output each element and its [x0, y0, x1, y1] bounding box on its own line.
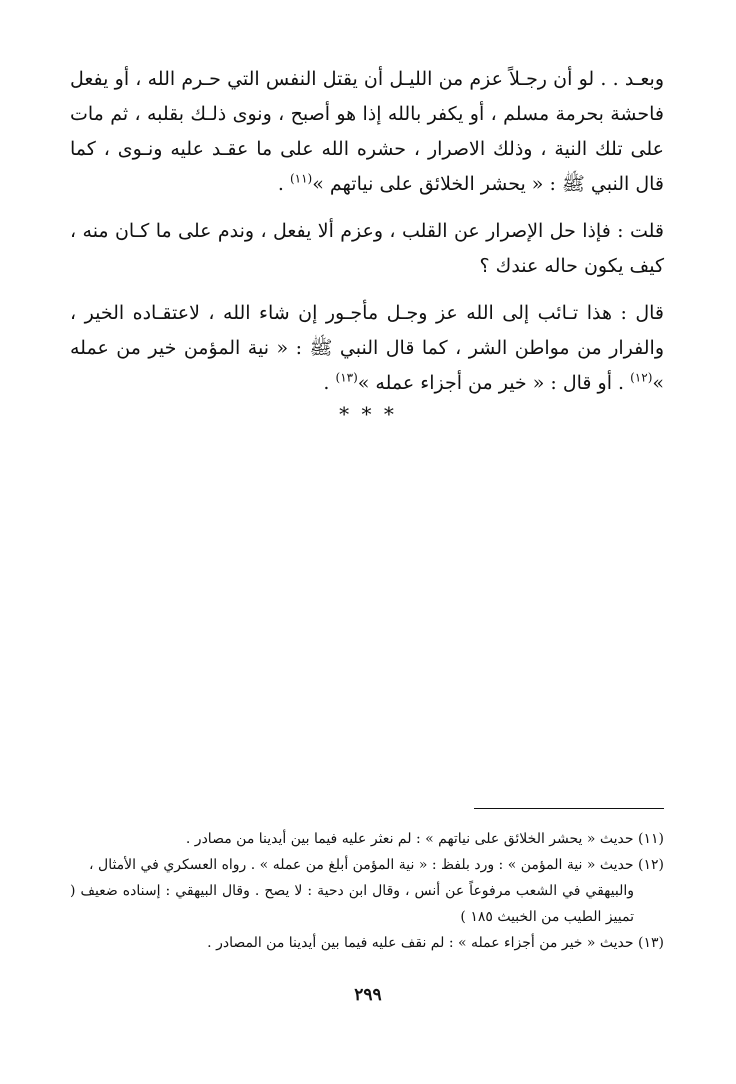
footnote-ref-11[interactable]: (١١) — [289, 171, 313, 186]
footnotes — [70, 826, 664, 956]
page-number: ٢٩٩ — [354, 985, 382, 1005]
paragraph-1-text: وبعـد . . لو أن رجـلاً عزم من الليـل أن يقتل النفس التي حـرم الله ، أو يفعل فاحشة بحرمة مسلم ، أو يكفر بالله إذا هو أصبح ، ونوى ذلـك بقلبه ، ثم مات على تلك النية ، وذلك الاصرار ، حشره الله على ما عقـد عليه ونـوى ، كما قال النبي ﷺ : « يحشر الخلائق على نياتهم » — [70, 68, 664, 195]
main-text — [70, 62, 664, 401]
paragraph-2-text: قلت : فإذا حل الإصرار عن القلب ، وعزم ألا يفعل ، وندم على ما كـان منه ، كيف يكون حاله عندك ؟ — [70, 220, 664, 277]
footnote-ref-13[interactable]: (١٣) — [335, 370, 358, 385]
paragraph-2 — [70, 214, 664, 284]
section-separator: * * * — [339, 402, 397, 426]
paragraph-3-tail-2: . — [323, 372, 336, 394]
footnote-11: (١١) حديث « يحشر الخلائق على نياتهم » : لم نعثر عليه فيما بين أيدينا من مصادر . — [185, 831, 664, 847]
footnote-divider — [474, 808, 664, 809]
footnote-12: (١٢) حديث « نية المؤمن » : ورد بلفظ : « نية المؤمن أبلغ من عمله » . رواه العسكري في الأمثال ، — [89, 857, 664, 873]
paragraph-3-tail: . أو قال : « خير من أجزاء عمله » — [357, 372, 631, 394]
paragraph-1-tail: . — [277, 173, 290, 195]
paragraph-3-text: قال : هذا تـائب إلى الله عز وجـل مأجـور إن شاء الله ، لاعتقـاده الخير ، والفرار من مواطن الشر ، كما قال النبي ﷺ : « نية المؤمن خير من عمله » — [70, 302, 664, 394]
footnote-ref-12[interactable]: (١٢) — [630, 370, 653, 385]
paragraph-3 — [70, 296, 664, 401]
footnote-13: (١٣) حديث « خير من أجزاء عمله » : لم نقف عليه فيما بين أيدينا من المصادر . — [207, 935, 664, 951]
footnote-12-continued: والبيهقي في الشعب مرفوعاً عن أنس ، وقال ابن دحية : لا يصح . وقال البيهقي : إسناده ضعيف ( تمييز الطيب من الخبيث ١٨٥ ) — [70, 883, 634, 925]
paragraph-1 — [70, 62, 664, 202]
